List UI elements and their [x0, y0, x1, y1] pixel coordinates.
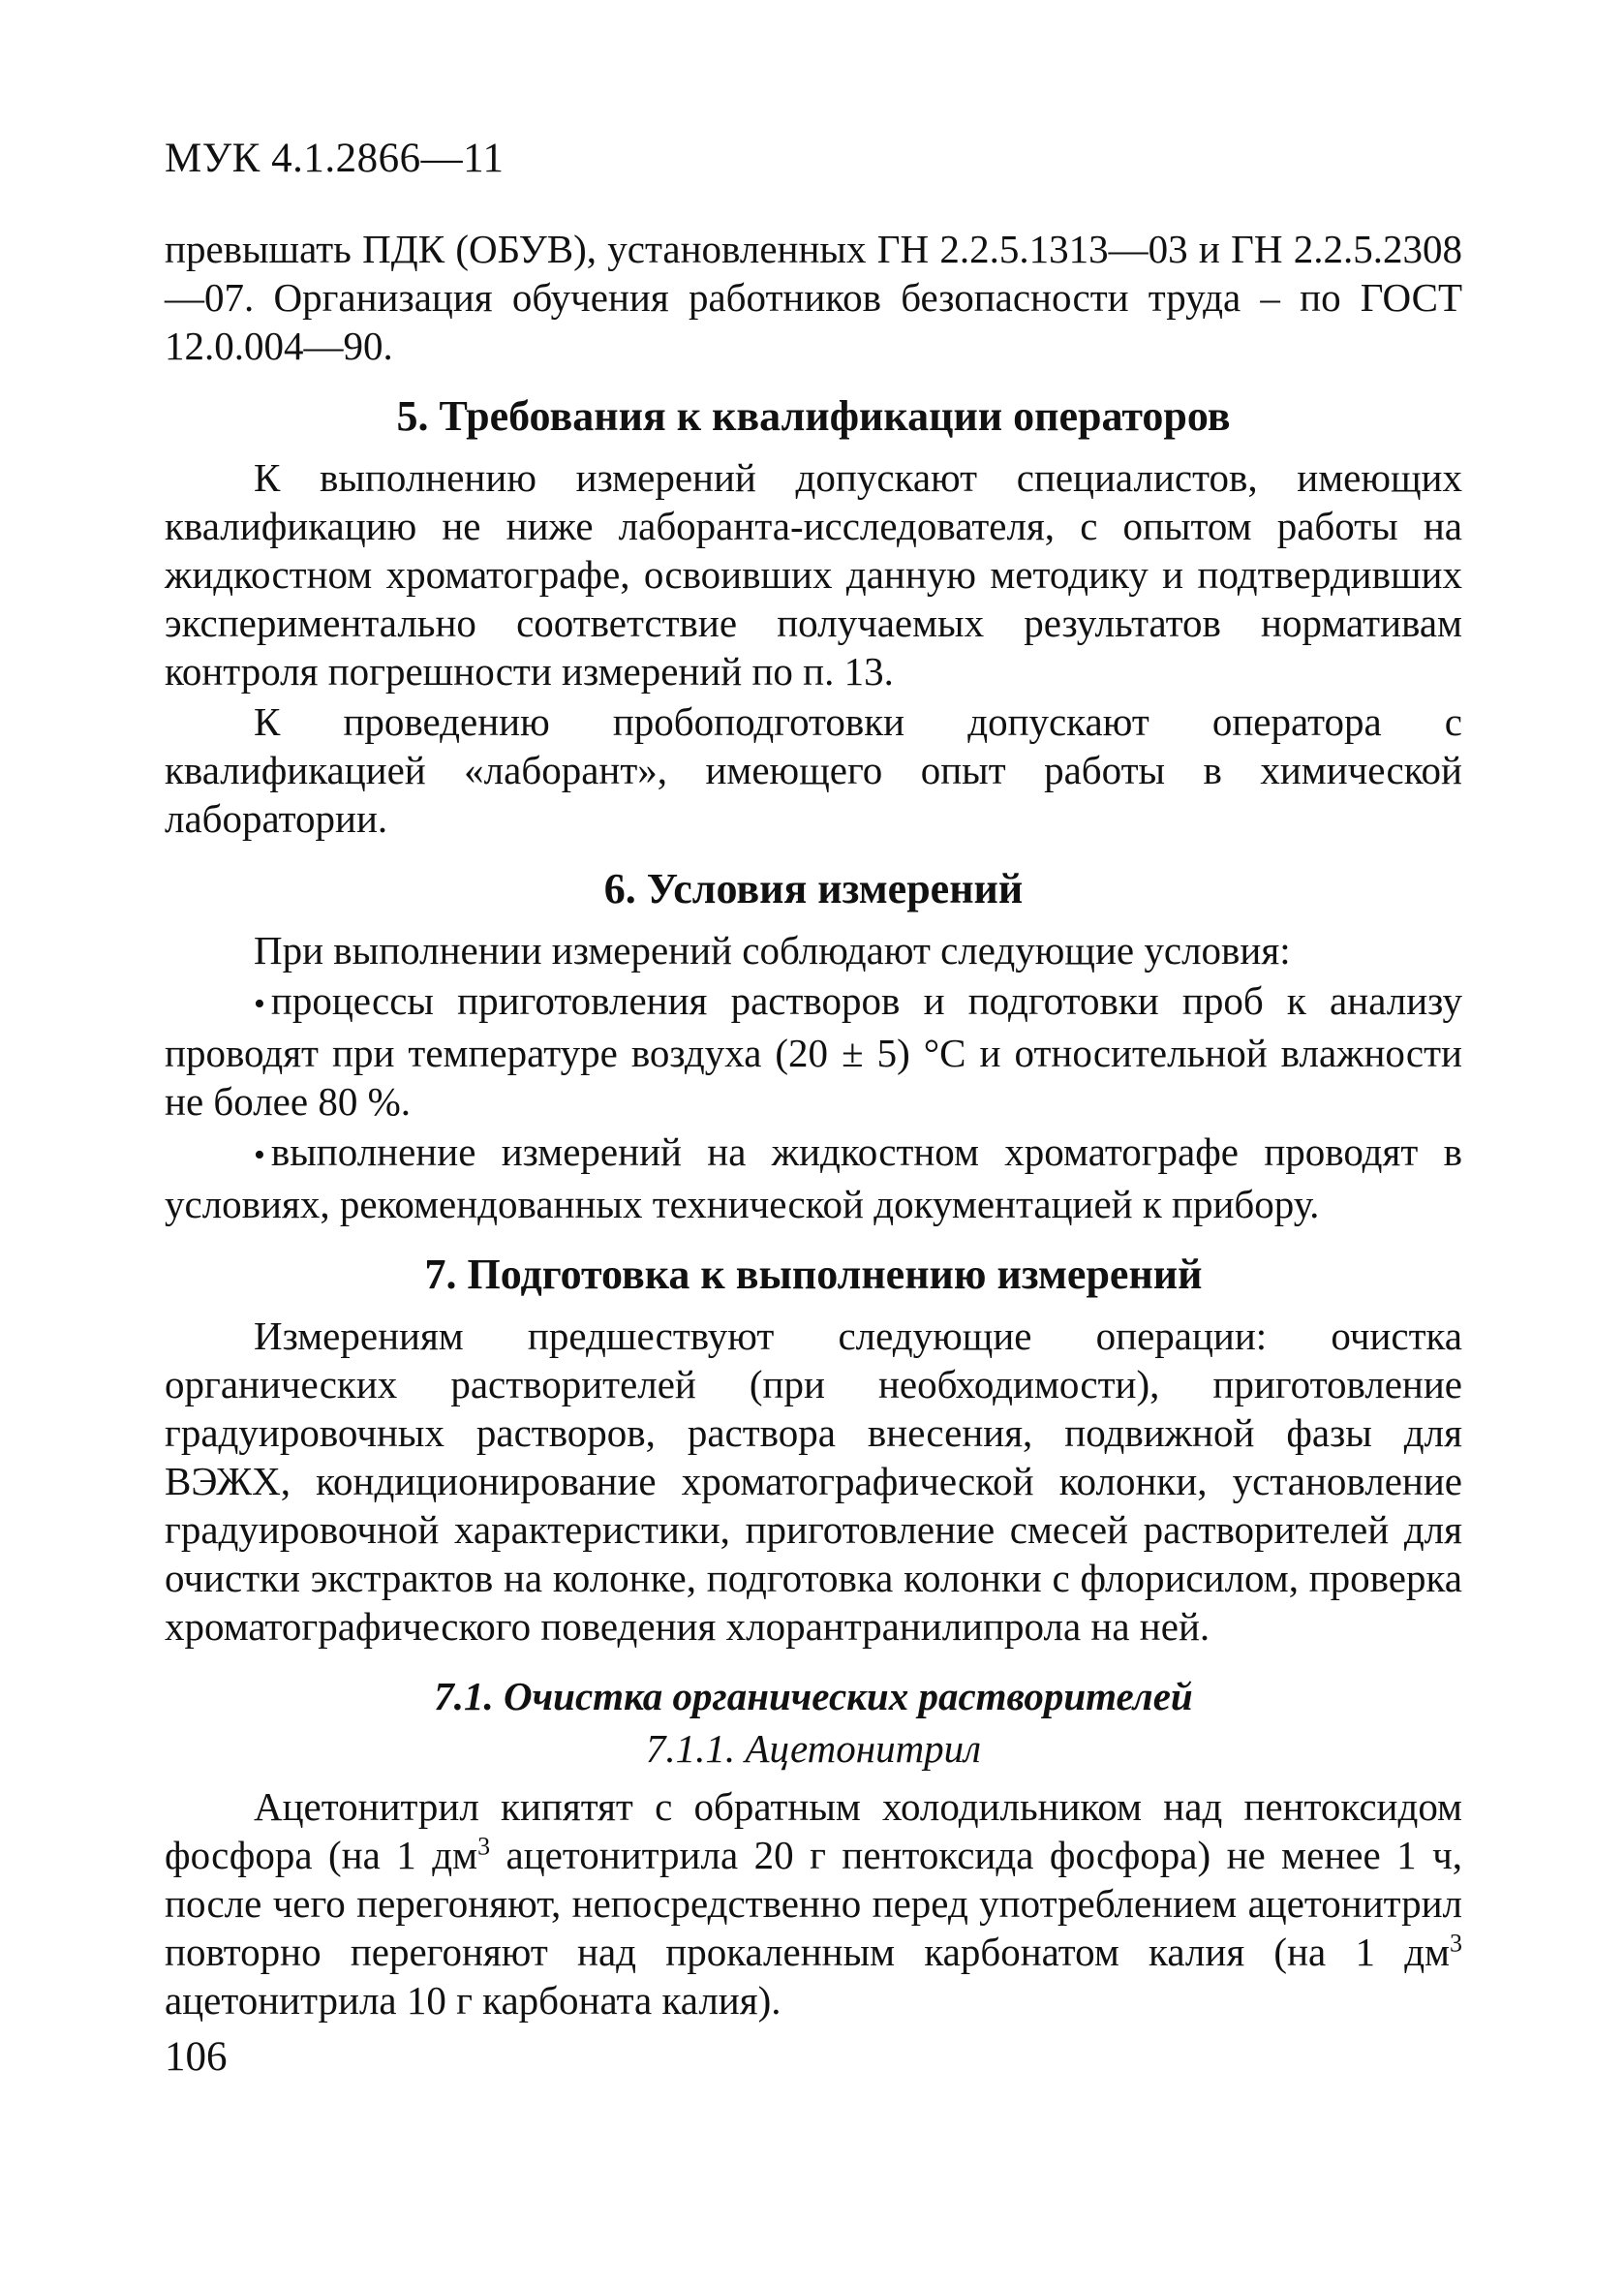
- bullet-1-text: процессы приготовления растворов и подготовки проб к анализу проводят при температуре воздуха (20 ± 5) °С и относительной влажности не более 80 %.: [165, 978, 1462, 1124]
- section-6-bullet-2: [165, 1128, 1462, 1228]
- superscript-3: 3: [1450, 1929, 1462, 1958]
- section-6-intro: При выполнении измерений соблюдают следующие условия:: [254, 928, 1291, 973]
- page-body: [165, 225, 1462, 2024]
- subsection-7-1-heading: 7.1. Очистка органических растворителей: [434, 1674, 1193, 1718]
- section-7-paragraph: Измерениям предшествуют следующие операции: очистка органических растворителей (при необходимости), приготовление градуировочных растворов, раствора внесения, подвижной фазы для ВЭЖХ, кондиционирование хроматографической колонки, установление градуировочной характеристики, приготовление смесей растворителей для очистки экстрактов на колонке, подготовка колонки с флорисилом, проверка хроматографического поведения хлорантранилипрола на ней.: [165, 1313, 1462, 1649]
- bullet-2-text: выполнение измерений на жидкостном хроматографе проводят в условиях, рекомендованных технической документацией к прибору.: [165, 1129, 1462, 1226]
- acetonitrile-text-1: Ацетонитрил кипятят с обратным холодильником над пентоксидом фосфора (на 1 дм: [165, 1784, 1462, 1877]
- superscript-3: 3: [477, 1832, 491, 1861]
- acetonitrile-text-3: ацетонитрила 10 г карбоната калия).: [165, 1978, 781, 2023]
- section-6-bullet-1: [165, 976, 1462, 1126]
- acetonitrile-paragraph: [165, 1782, 1462, 2024]
- intro-paragraph: превышать ПДК (ОБУВ), установленных ГН 2.2.5.1313—03 и ГН 2.2.5.2308—07. Организация обучения работников безопасности труда – по ГОСТ 12.0.004—90.: [165, 227, 1462, 368]
- bullet-icon: •: [254, 1137, 265, 1173]
- section-5-heading: 5. Требования к квалификации операторов: [396, 392, 1231, 440]
- section-5-paragraph-1: К выполнению измерений допускают специалистов, имеющих квалификацию не ниже лаборанта-исследователя, с опытом работы на жидкостном хроматографе, освоивших данную методику и подтвердивших экспериментально соответствие получаемых результатов нормативам контроля погрешности измерений по п. 13.: [165, 455, 1462, 694]
- acetonitrile-text-2: ацетонитрила 20 г пентоксида фосфора) не менее 1 ч, после чего перегоняют, непосредственно перед употреблением ацетонитрил повторно перегоняют над прокаленным карбонатом калия (на 1 дм: [165, 1833, 1462, 1974]
- section-5-paragraph-2: К проведению пробоподготовки допускают оператора с квалификацией «лаборант», имеющего опыт работы в химической лаборатории.: [165, 699, 1462, 841]
- section-7-heading: 7. Подготовка к выполнению измерений: [424, 1251, 1203, 1298]
- running-header: МУК 4.1.2866—11: [165, 136, 505, 181]
- subsection-7-1-1-heading: 7.1.1. Ацетонитрил: [645, 1726, 982, 1771]
- page-number: 106: [165, 2034, 228, 2080]
- bullet-icon: •: [254, 986, 265, 1022]
- section-6-heading: 6. Условия измерений: [603, 865, 1024, 912]
